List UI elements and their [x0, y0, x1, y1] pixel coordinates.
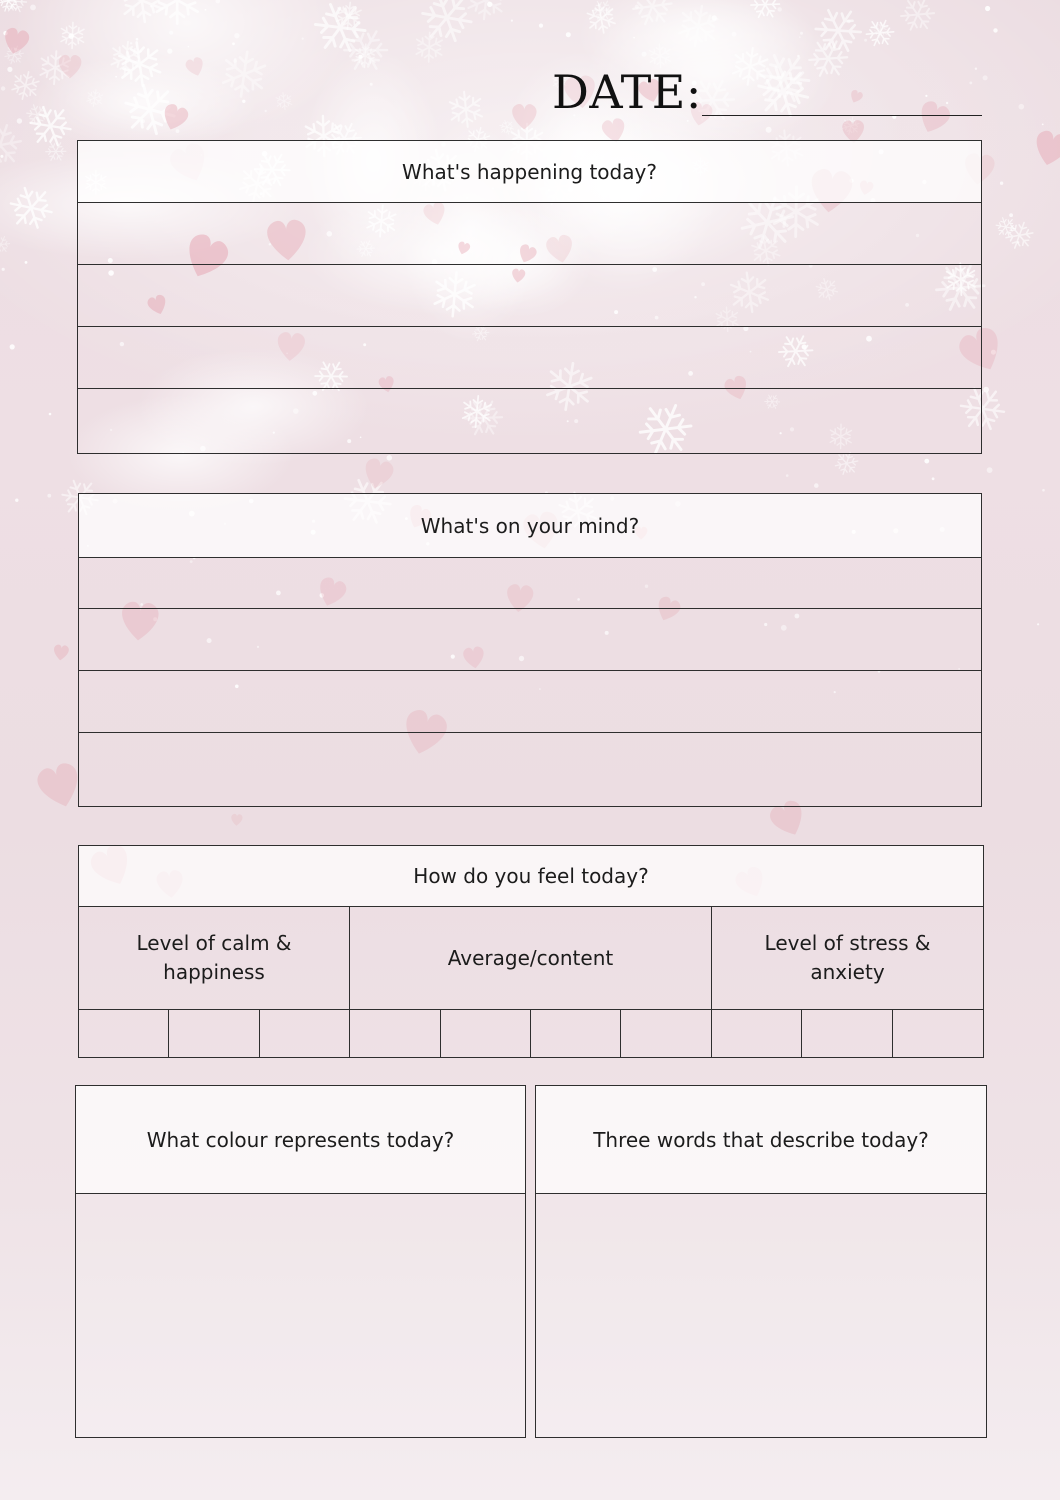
whats-on-mind-section — [78, 493, 982, 807]
mood-rating-box[interactable] — [802, 1010, 892, 1057]
writing-line[interactable] — [78, 389, 981, 453]
date-field[interactable] — [552, 60, 982, 120]
date-input-line[interactable] — [702, 114, 982, 116]
three-words-title: Three words that describe today? — [536, 1086, 986, 1194]
colour-answer-area[interactable] — [76, 1194, 525, 1437]
mood-rating-box[interactable] — [79, 1010, 169, 1057]
colour-title: What colour represents today? — [76, 1086, 525, 1194]
mood-rating-box[interactable] — [893, 1010, 983, 1057]
mood-rating-box[interactable] — [260, 1010, 350, 1057]
mood-rating-boxes — [79, 1010, 983, 1057]
colour-section — [75, 1085, 526, 1438]
mood-rating-box[interactable] — [169, 1010, 259, 1057]
writing-line[interactable] — [78, 265, 981, 327]
mood-rating-box[interactable] — [621, 1010, 711, 1057]
writing-line[interactable] — [79, 733, 981, 807]
writing-line[interactable] — [79, 671, 981, 733]
mood-scale-header — [79, 907, 983, 1010]
whats-happening-section — [77, 140, 982, 454]
mood-rating-box[interactable] — [441, 1010, 531, 1057]
writing-line[interactable] — [78, 327, 981, 389]
writing-line[interactable] — [79, 558, 981, 609]
writing-line[interactable] — [79, 609, 981, 671]
mood-rating-box[interactable] — [531, 1010, 621, 1057]
average-content-label: Average/content — [350, 907, 712, 1009]
how-do-you-feel-section — [78, 845, 984, 1058]
stress-anxiety-label: Level of stress & anxiety — [764, 931, 931, 984]
calm-happiness-label: Level of calm & happiness — [79, 907, 350, 1009]
mood-rating-box[interactable] — [712, 1010, 802, 1057]
how-do-you-feel-title: How do you feel today? — [79, 846, 983, 907]
date-label: DATE: — [552, 65, 702, 119]
three-words-answer-area[interactable] — [536, 1194, 986, 1437]
three-words-section — [535, 1085, 987, 1438]
writing-line[interactable] — [78, 203, 981, 265]
whats-on-mind-title: What's on your mind? — [79, 494, 981, 558]
whats-happening-title: What's happening today? — [78, 141, 981, 203]
mood-rating-box[interactable] — [350, 1010, 440, 1057]
